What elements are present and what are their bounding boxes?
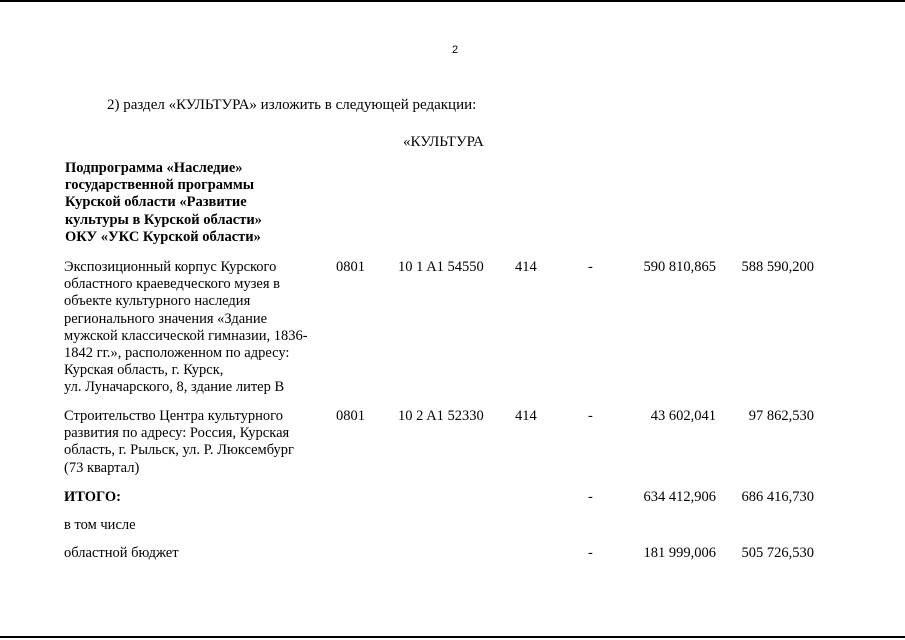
row-2-section-code: 0801 xyxy=(336,408,365,424)
description-line: Курская область, г. Курск, xyxy=(64,362,224,379)
regional-budget-label: областной бюджет xyxy=(64,545,179,561)
description-line: Строительство Центра культурного xyxy=(64,408,284,424)
subprogram-line: ОКУ «УКС Курской области» xyxy=(65,228,261,245)
description-line: объекте культурного наследия xyxy=(64,293,251,310)
description-line: (73 квартал) xyxy=(64,459,140,476)
description-line: областного краеведческого музея в xyxy=(64,276,281,293)
total-year2: 634 412,906 xyxy=(643,489,716,505)
row-1-year1: - xyxy=(588,259,593,275)
subprogram-line: государственной программы xyxy=(65,177,255,194)
description-line: мужской классической гимназии, 1836- xyxy=(64,327,308,344)
regional-year2: 181 999,006 xyxy=(643,545,716,561)
section-title: «КУЛЬТУРА xyxy=(403,134,484,150)
description-line: регионального значения «Здание xyxy=(64,310,268,327)
regional-year1: - xyxy=(588,545,593,561)
regional-year3: 505 726,530 xyxy=(741,545,814,561)
description-line: 1842 гг.», расположенном по адресу: xyxy=(64,345,290,362)
row-2-year1: - xyxy=(588,408,593,424)
subprogram-heading xyxy=(65,160,305,246)
row-1-expense-type: 414 xyxy=(515,259,537,275)
description-line: область, г. Рыльск, ул. Р. Люксембург xyxy=(64,442,294,459)
table-row-1-description xyxy=(64,259,318,397)
description-line: ул. Луначарского, 8, здание литер В xyxy=(64,379,285,396)
row-1-section-code: 0801 xyxy=(336,259,365,275)
including-label: в том числе xyxy=(64,517,136,533)
row-2-year3: 97 862,530 xyxy=(748,408,814,424)
description-line: Экспозиционный корпус Курского xyxy=(64,259,277,275)
description-line: развития по адресу: Россия, Курская xyxy=(64,425,290,442)
table-row-2-description xyxy=(64,408,318,477)
row-2-expense-type: 414 xyxy=(515,408,537,424)
bottom-border-line xyxy=(0,636,905,638)
top-border-line xyxy=(0,0,905,2)
subprogram-line: культуры в Курской области» xyxy=(65,211,262,228)
subprogram-line: Подпрограмма «Наследие» xyxy=(65,160,243,176)
row-1-year2: 590 810,865 xyxy=(643,259,716,275)
row-1-target-code: 10 1 A1 54550 xyxy=(398,259,484,275)
total-label: ИТОГО: xyxy=(64,489,122,505)
row-2-target-code: 10 2 A1 52330 xyxy=(398,408,484,424)
row-1-year3: 588 590,200 xyxy=(741,259,814,275)
row-2-year2: 43 602,041 xyxy=(650,408,716,424)
page-number: 2 xyxy=(452,44,459,56)
intro-paragraph: 2) раздел «КУЛЬТУРА» изложить в следующей редакции: xyxy=(107,97,477,113)
subprogram-line: Курской области «Развитие xyxy=(65,194,247,211)
total-year1: - xyxy=(588,489,593,505)
total-year3: 686 416,730 xyxy=(741,489,814,505)
